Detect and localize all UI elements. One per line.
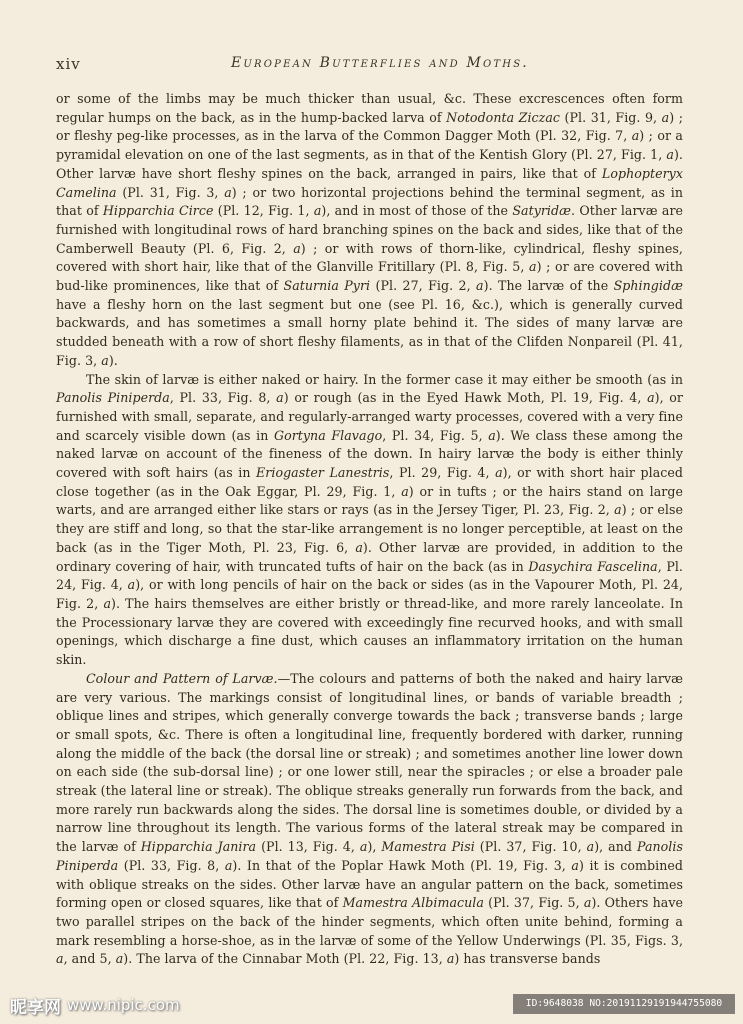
text-run: , Pl. 29, Fig. 4, xyxy=(389,465,496,481)
italic-text: a xyxy=(56,951,64,967)
text-run: (Pl. 33, Fig. 8, xyxy=(118,857,225,873)
text-run: —The colours and patterns of both the naked and hairy larvæ are very various. The markings consist of longitudinal lines, or bands of variable breadth ; oblique lines and stripes, which generally converge towards the back ; transverse bands ; large or small spots, &c. There is often a longitudinal line, frequently bordered with darker, running along the middle of the back (the dorsal line or streak) ; and sometimes another line lower down on each side (the sub-dorsal line) ; or one lower still, near the spiracles ; or else a broader pale streak (the lateral line or streak). The oblique streaks generally run forwards from the back, and more rarely run backwards along the sides. The dorsal line is sometimes double, or divided by a narrow line throughout its length. The various forms of the lateral streak may be compared in the larvæ of xyxy=(56,670,684,855)
text-run: ) ; or two horizontal projections behind the terminal segment, as in that of xyxy=(56,184,683,219)
text-run: ), or with long pencils of hair on the back or sides (as in the Vapourer Moth, Pl. 24, Fig. 2, xyxy=(56,577,684,611)
italic-text: a xyxy=(446,951,455,967)
italic-text: a xyxy=(276,390,284,406)
text-run: ). The larvæ of the xyxy=(483,278,614,294)
italic-text: a xyxy=(647,390,655,406)
text-run: , Pl. 24, Fig. 4, xyxy=(56,558,683,593)
italic-text: a xyxy=(583,895,592,911)
paragraph-limbs-excrescences xyxy=(56,90,683,371)
italic-text: a xyxy=(293,240,301,256)
italic-text: Sphingidæ xyxy=(613,278,683,294)
text-run: (Pl. 13, Fig. 4, xyxy=(256,839,360,855)
watermark-id: ID:9648038 NO:20191129191944755080 xyxy=(513,994,735,1014)
text-run: ) it is combined with oblique streaks on the sides. Other larvæ have an angular pattern on the back, sometimes forming open or closed squares, like that of xyxy=(56,857,683,911)
paragraph-skin-of-larvae xyxy=(56,371,683,670)
italic-text: Saturnia Pyri xyxy=(283,278,371,294)
italic-text: a xyxy=(101,352,109,368)
watermark-logo-text: 昵享网 xyxy=(10,997,61,1018)
page-number: xiv xyxy=(56,55,81,73)
italic-text: a xyxy=(476,278,484,294)
italic-text: a xyxy=(571,857,579,873)
text-run: ), and in most of those of the xyxy=(321,203,513,219)
italic-text: a xyxy=(488,427,496,443)
italic-text: a xyxy=(614,502,622,518)
italic-text: Colour and Pattern of Larvæ. xyxy=(86,670,278,686)
text-run: . Other larvæ are furnished with longitudinal rows of hard branching spines on the back and sides, like that of the Camberwell Beauty (Pl. 6, Fig. 2, xyxy=(56,203,684,256)
text-run: ), and xyxy=(594,839,637,855)
italic-text: a xyxy=(355,539,363,555)
text-run: (Pl. 12, Fig. 1, xyxy=(213,203,314,219)
paragraph-colour-and-pattern xyxy=(56,670,683,969)
text-run: ). xyxy=(108,352,118,368)
italic-text: Mamestra Albimacula xyxy=(342,895,484,911)
text-run: or some of the limbs may be much thicker than usual, &c. These excrescences often form regular humps on the back, as in the hump-backed larva of xyxy=(56,91,683,125)
text-run: ). In that of the Poplar Hawk Moth (Pl. 19, Fig. 3, xyxy=(232,857,572,873)
text-run: ) or in tufts ; or the hairs stand on large warts, and are arranged either like stars or rays (as in the Jersey Tiger, Pl. 23, Fig. 2, xyxy=(56,483,683,518)
text-run: ). Other larvæ have short fleshy spines on the back, arranged in pairs, like that of xyxy=(56,147,683,181)
text-run: ) ; or are covered with bud-like prominences, like that of xyxy=(56,259,683,294)
italic-text: a xyxy=(313,203,322,219)
italic-text: Lophopteryx Camelina xyxy=(56,165,683,200)
italic-text: Notodonta Ziczac xyxy=(446,109,561,125)
italic-text: a xyxy=(666,147,674,163)
italic-text: Dasychira Fascelina xyxy=(528,558,658,574)
text-run: ). Other larvæ are provided, in addition to the ordinary covering of hair, with truncated tufts of hair on the back (as in xyxy=(56,539,683,574)
text-run: ) ; or else they are stiff and long, so that the star-like arrangement is no longer perceptible, at least on the back (as in the Tiger Moth, Pl. 23, Fig. 6, xyxy=(56,502,684,555)
text-run: , Pl. 33, Fig. 8, xyxy=(169,390,277,406)
text-run: The skin of larvæ is either naked or hairy. In the former case it may either be smooth (as in xyxy=(86,371,683,387)
italic-text: Panolis Piniperda xyxy=(56,390,170,406)
italic-text: Panolis Piniperda xyxy=(56,839,683,873)
watermark-logo xyxy=(10,994,180,1016)
text-run: (Pl. 37, Fig. 5, xyxy=(483,895,584,911)
italic-text: a xyxy=(224,184,232,200)
text-run: ). Others have two parallel stripes on the back of the hinder segments, which often unite behind, forming a mark resembling a horse-shoe, as in the larvæ of some of the Yellow Underwings (Pl. 35, Figs. 3, xyxy=(56,895,684,948)
italic-text: Mamestra Pisi xyxy=(381,839,475,855)
text-run: ), or furnished with small, separate, and regularly-arranged warty processes, covered with a very fine and scarcely visible down (as in xyxy=(56,390,683,443)
body-text xyxy=(56,90,683,969)
italic-text: Eriogaster Lanestris xyxy=(256,465,390,481)
text-run: , and 5, xyxy=(63,951,116,967)
italic-text: a xyxy=(224,857,233,873)
text-run: ) has transverse bands xyxy=(454,951,601,967)
text-run: ). The larva of the Cinnabar Moth (Pl. 22, Fig. 13, xyxy=(123,951,447,967)
text-run: (Pl. 37, Fig. 10, xyxy=(474,839,587,855)
italic-text: a xyxy=(495,465,503,481)
italic-text: Hipparchia Circe xyxy=(102,203,214,219)
italic-text: a xyxy=(586,839,595,855)
text-run: (Pl. 31, Fig. 3, xyxy=(116,184,225,200)
italic-text: a xyxy=(115,951,124,967)
italic-text: a xyxy=(529,259,537,275)
text-run: ). The hairs themselves are either bristly or thread-like, and more rarely lanceolate. In the Processionary larvæ they are covered with exceedingly fine recurved hooks, and with small openings, which discharge a fine dust, which causes an inflammatory irritation on the human skin. xyxy=(56,595,683,668)
italic-text: a xyxy=(103,595,111,611)
text-run: ). We class these among the naked larvæ on account of the fineness of the down. In hairy larvæ the body is either thinly covered with soft hairs (as in xyxy=(56,427,683,481)
text-run: (Pl. 31, Fig. 9, xyxy=(560,109,662,125)
text-run: ), or with short hair placed close together (as in the Oak Eggar, Pl. 29, Fig. 1, xyxy=(56,465,683,499)
italic-text: Satyridæ xyxy=(512,203,572,219)
text-run: ) ; or a pyramidal elevation on one of the last segments, as in that of the Kentish Glory (Pl. 27, Fig. 1, xyxy=(56,128,683,163)
italic-text: a xyxy=(359,839,368,855)
italic-text: a xyxy=(127,577,136,593)
text-run: ), xyxy=(367,839,382,855)
text-run: , Pl. 34, Fig. 5, xyxy=(382,427,489,443)
text-run: (Pl. 27, Fig. 2, xyxy=(370,278,477,294)
watermark-url: www.nipic.com xyxy=(67,996,180,1014)
page-header xyxy=(56,55,679,77)
running-title: European Butterflies and Moths. xyxy=(231,55,529,71)
text-run: ) ; or fleshy peg-like processes, as in the larva of the Common Dagger Moth (Pl. 32, Fig. 7, xyxy=(56,109,683,144)
italic-text: Gortyna Flavago xyxy=(273,427,383,443)
italic-text: Hipparchia Janira xyxy=(140,839,257,855)
text-run: ) ; or with rows of thorn-like, cylindrical, fleshy spines, covered with short hair, like that of the Glanville Fritillary (Pl. 8, Fig. 5, xyxy=(56,240,683,275)
text-run: have a fleshy horn on the last segment but one (see Pl. 16, &c.), which is generally curved backwards, and has sometimes a small horny plate behind it. The sides of many larvæ are studded beneath with a row of short fleshy filaments, as in that of the Clifden Nonpareil (Pl. 41, Fig. 3, xyxy=(56,296,683,368)
italic-text: a xyxy=(401,483,409,499)
text-run: ) or rough (as in the Eyed Hawk Moth, Pl. 19, Fig. 4, xyxy=(283,390,648,406)
italic-text: a xyxy=(631,128,640,144)
italic-text: a xyxy=(661,109,670,125)
